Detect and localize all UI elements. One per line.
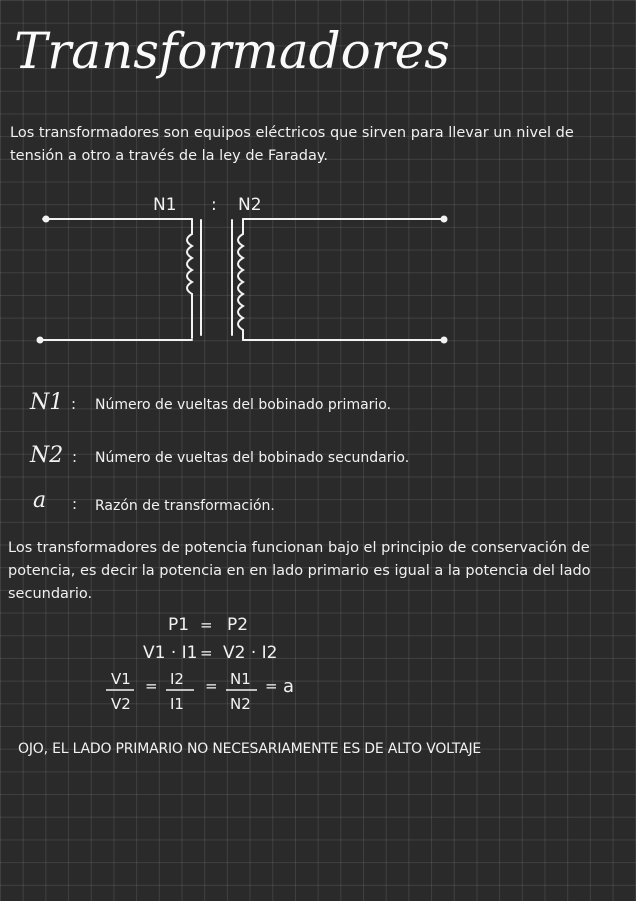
secondary-coil — [238, 234, 243, 330]
definition-symbol-n1: N1 — [30, 390, 64, 415]
primary-coil — [187, 234, 192, 294]
power-paragraph: Los transformadores de potencia funcionan bajo el principio de conservación de potencia, es decir la potencia en en lado primario es igual a la potencia del lado secundario. — [8, 540, 591, 602]
secondary-top-terminal — [441, 216, 448, 223]
eq3-frac3-numerator: N1 — [230, 670, 251, 688]
eq1-equals: = — [200, 616, 213, 634]
eq2-left: V1 · I1 — [143, 643, 198, 663]
eq3-frac3-denominator: N2 — [230, 695, 251, 713]
eq3-equals-2: = — [205, 677, 218, 695]
definition-symbol-n2: N2 — [30, 443, 64, 468]
definition-text-n2: Número de vueltas del bobinado secundario. — [95, 450, 410, 466]
eq1-left: P1 — [168, 615, 190, 635]
page-title: Transformadores — [14, 22, 450, 80]
eq2-right: V2 · I2 — [223, 643, 278, 663]
eq3-frac2-denominator: I1 — [170, 695, 184, 713]
eq3-equals-3: = — [265, 677, 278, 695]
definition-symbol-a: a — [33, 488, 47, 513]
definition-text-a: Razón de transformación. — [95, 498, 275, 514]
eq3-equals-1: = — [145, 677, 158, 695]
diagram-label-n2: N2 — [238, 195, 262, 215]
definition-separator-n2: : — [72, 448, 78, 466]
equations-block — [0, 608, 636, 718]
primary-bottom-terminal — [37, 337, 44, 344]
primary-top-terminal — [43, 216, 50, 223]
secondary-bottom-terminal — [441, 337, 448, 344]
transformer-diagram — [0, 190, 636, 360]
diagram-label-n1: N1 — [153, 195, 177, 215]
diagram-label-separator: : — [211, 195, 217, 215]
eq3-frac1-numerator: V1 — [111, 670, 131, 688]
eq2-equals: = — [200, 644, 213, 662]
eq3-frac1-denominator: V2 — [111, 695, 131, 713]
definition-text-n1: Número de vueltas del bobinado primario. — [95, 397, 392, 413]
warning-note: OJO, EL LADO PRIMARIO NO NECESARIAMENTE ES DE ALTO VOLTAJE — [18, 741, 482, 757]
intro-paragraph: Los transformadores son equipos eléctricos que sirven para llevar un nivel de tensión a otro a través de la ley de Faraday. — [10, 125, 574, 164]
eq3-result: a — [283, 676, 295, 697]
eq3-frac2-numerator: I2 — [170, 670, 184, 688]
eq1-right: P2 — [227, 615, 249, 635]
definition-separator-a: : — [72, 495, 78, 513]
definition-separator-n1: : — [71, 395, 77, 413]
